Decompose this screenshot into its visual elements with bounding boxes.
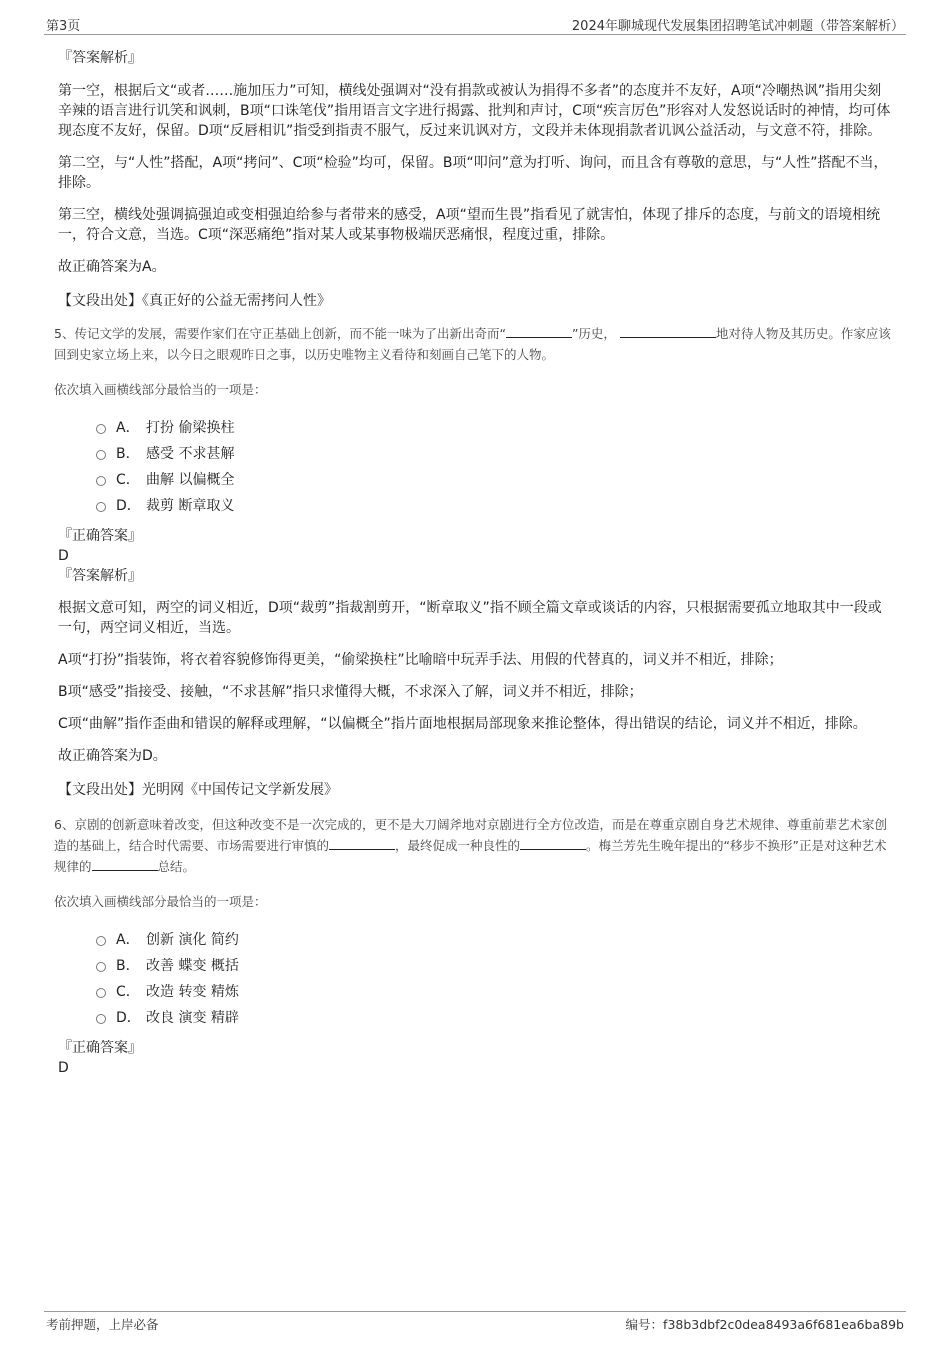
answer-value: D <box>58 1060 69 1076</box>
option-c[interactable]: C． 改造 转变 精炼 <box>96 978 894 1004</box>
analysis-paragraph: A项“打扮”指装饰，将衣着容貌修饰得更美，“偷梁换柱”比喻暗中玩弄手法、用假的代替真的，词义并不相近，排除； <box>58 652 783 668</box>
question-prompt: 依次填入画横线部分最恰当的一项是： <box>54 382 267 397</box>
conclusion: 故正确答案为A。 <box>58 259 166 275</box>
analysis-paragraph: B项“感受”指接受、接触，“不求甚解”指只求懂得大概，不求深入了解，词义并不相近，排除； <box>58 684 643 700</box>
option-a[interactable]: A． 创新 演化 简约 <box>96 926 894 952</box>
option-b[interactable]: B． 感受 不求甚解 <box>96 440 894 466</box>
answer-label: 『正确答案』 <box>58 1040 142 1056</box>
answer-value: D <box>58 548 69 564</box>
fill-blank <box>506 323 572 338</box>
footer-slogan: 考前押题，上岸必备 <box>46 1317 159 1332</box>
analysis-paragraph: 第一空，根据后文“或者……施加压力”可知，横线处强调对“没有捐款或被认为捐得不多者”的态度并不友好，A项“冷嘲热讽”指用尖刻辛辣的语言进行讥笑和讽刺，B项“口诛笔伐”指用语言文字进行揭露、批判和声讨，C项“疾言厉色”形容对人发怒说话时的神情，均可体现态度不友好，保留。D项“反唇相讥”指受到指责不服气，反过来讥讽对方，文段并未体现捐款者讥讽公益活动，与文意不符，排除。 <box>58 83 891 139</box>
analysis-paragraph: 根据文意可知，两空的词义相近，D项“裁剪”指裁割剪开，“断章取义”指不顾全篇文章或谈话的内容，只根据需要孤立地取其中一段或一句，两空词义相近，当选。 <box>58 600 882 636</box>
source-citation: 【文段出处】光明网《中国传记文学新发展》 <box>58 782 338 798</box>
fill-blank <box>520 835 586 850</box>
analysis-paragraph: C项“曲解”指作歪曲和错误的解释或理解，“以偏概全”指片面地根据局部现象来推论整体，得出错误的结论，词义并不相近，排除。 <box>58 716 867 732</box>
option-a[interactable]: A． 打扮 偷梁换柱 <box>96 414 894 440</box>
page-footer <box>44 1311 906 1334</box>
radio-icon[interactable] <box>96 936 106 946</box>
radio-icon[interactable] <box>96 450 106 460</box>
radio-icon[interactable] <box>96 502 106 512</box>
option-d[interactable]: D． 改良 演变 精辟 <box>96 1004 894 1030</box>
fill-blank <box>620 323 716 338</box>
analysis-label: 『答案解析』 <box>58 50 142 66</box>
conclusion: 故正确答案为D。 <box>58 748 167 764</box>
page-content <box>54 48 894 1078</box>
fill-blank <box>92 856 158 871</box>
question-prompt: 依次填入画横线部分最恰当的一项是： <box>54 894 267 909</box>
analysis-paragraph: 第二空，与“人性”搭配，A项“拷问”、C项“检验”均可，保留。B项“叩问”意为打听、询问，而且含有尊敬的意思，与“人性”搭配不当，排除。 <box>58 155 888 191</box>
document-code: 编号：f38b3dbf2c0dea8493a6f681ea6ba89b <box>625 1317 904 1332</box>
radio-icon[interactable] <box>96 476 106 486</box>
radio-icon[interactable] <box>96 962 106 972</box>
option-c[interactable]: C． 曲解 以偏概全 <box>96 466 894 492</box>
option-d[interactable]: D． 裁剪 断章取义 <box>96 492 894 518</box>
document-title: 2024年聊城现代发展集团招聘笔试冲刺题（带答案解析） <box>571 19 904 34</box>
analysis-label: 『答案解析』 <box>58 568 142 584</box>
question-5-text: 5、传记文学的发展，需要作家们在守正基础上创新，而不能一味为了出新出奇而“ ”历史， 地对待人物及其历史。作家应该回到史家立场上来，以今日之眼观昨日之事，以历史唯物主义看待和刻画自己笔下的人物。 <box>54 323 894 365</box>
analysis-paragraph: 第三空，横线处强调搞强迫或变相强迫给参与者带来的感受，A项“望而生畏”指看见了就害怕，体现了排斥的态度，与前文的语境相统一，符合文意，当选。C项“深恶痛绝”指对某人或某事物极端厌恶痛恨，程度过重，排除。 <box>58 207 881 243</box>
page-number: 第3页 <box>46 19 81 34</box>
fill-blank <box>329 835 395 850</box>
source-citation: 【文段出处】《真正好的公益无需拷问人性》 <box>58 293 331 309</box>
q6-options <box>96 926 894 1030</box>
option-b[interactable]: B． 改善 蝶变 概括 <box>96 952 894 978</box>
radio-icon[interactable] <box>96 1014 106 1024</box>
q5-options <box>96 414 894 518</box>
radio-icon[interactable] <box>96 424 106 434</box>
answer-label: 『正确答案』 <box>58 528 142 544</box>
question-6-text: 6、京剧的创新意味着改变，但这种改变不是一次完成的，更不是大刀阔斧地对京剧进行全方位改造，而是在尊重京剧自身艺术规律、尊重前辈艺术家创造的基础上，结合时代需要、市场需要进行审慎的 ，最终促成一种良性的 。梅兰芳先生晚年提出的“移步不换形”正是对这种艺术规律的 总结。 <box>54 817 887 874</box>
page-header <box>44 14 906 35</box>
radio-icon[interactable] <box>96 988 106 998</box>
